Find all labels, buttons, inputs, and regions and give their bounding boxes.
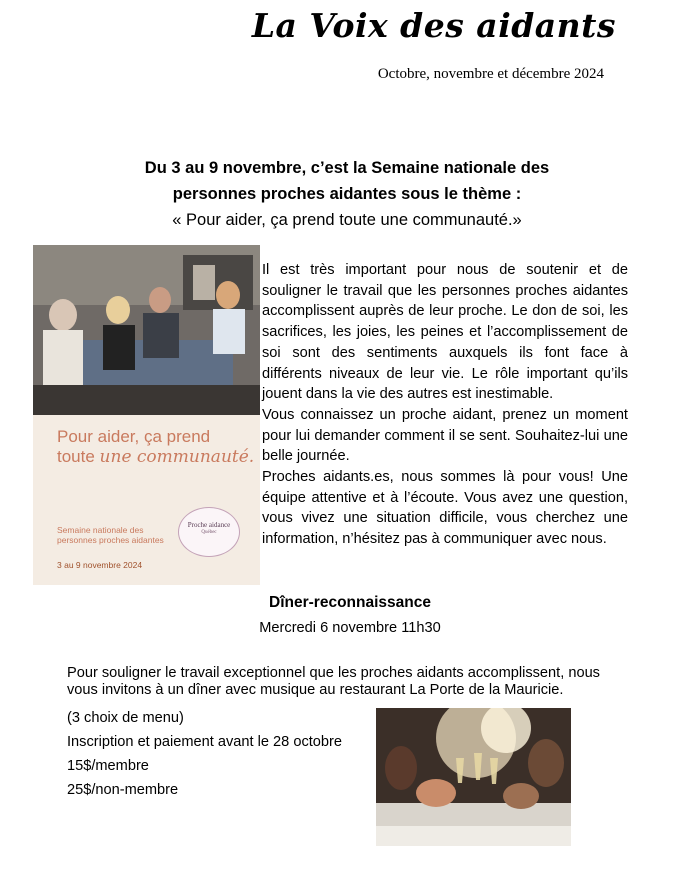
headline-line-2: personnes proches aidantes sous le thème : (172, 185, 522, 203)
paragraph-1: Il est très important pour nous de soutenir et de souligner le travail que les personnes proches aidantes accomplissent auprès de leur proche. Le don de soi, les sacrifices, les joies, les peines et l’accomplissement de soi sont des sentiments auxquels ils font face à différents niveaux de leur vie. Le rôle important qu’ils jouent dans la vie des autres est inestimable. (262, 262, 628, 403)
article-body (262, 260, 628, 550)
toast-photo (376, 708, 571, 846)
logo-sub: Québec (201, 530, 217, 535)
poster-photo (33, 245, 260, 415)
headline (80, 155, 614, 233)
dinner-date: Mercredi 6 novembre 11h30 (259, 620, 441, 636)
dinner-title: Dîner-reconnaissance (269, 594, 431, 611)
price-member: 15$/membre (67, 758, 149, 774)
masthead: La Voix des aidants (251, 6, 616, 45)
logo-name: Proche aidance (187, 521, 231, 529)
poster-tagline-1: Pour aider, ça prend (57, 427, 211, 446)
issue-dates: Octobre, novembre et décembre 2024 (377, 66, 604, 82)
paragraph-3: Proches aidants.es, nous sommes là pour vous! Une équipe attentive et à l’écoute. Vous avez une question, vous vivez une situation difficile, vous cherchez une information, n’hésitez pas à communiquer avec nous. (262, 469, 628, 548)
registration-deadline: Inscription et paiement avant le 28 octobre (67, 734, 343, 750)
poster-week-label: Semaine nationale des personnes proches aidantes (57, 525, 164, 545)
poster-tagline-2: toute une communauté. (57, 447, 255, 467)
campaign-poster (33, 245, 260, 585)
dinner-details (67, 708, 342, 804)
dinner-invite: Pour souligner le travail exceptionnel que les proches aidants accomplissent, nous vous invitons à un dîner avec musique au restaurant La Porte de la Mauricie. (67, 665, 600, 698)
price-nonmember: 25$/non-membre (67, 782, 179, 798)
paragraph-2: Vous connaissez un proche aidant, prenez un moment pour lui demander comment il se sent. Souhaitez-lui une belle journée. (262, 406, 628, 465)
poster-week-dates: 3 au 9 novembre 2024 (57, 560, 143, 570)
headline-line-1: Du 3 au 9 novembre, c’est la Semaine nationale des (144, 159, 550, 177)
headline-quote: « Pour aider, ça prend toute une communauté.» (172, 211, 522, 229)
menu-choices: (3 choix de menu) (67, 710, 184, 726)
